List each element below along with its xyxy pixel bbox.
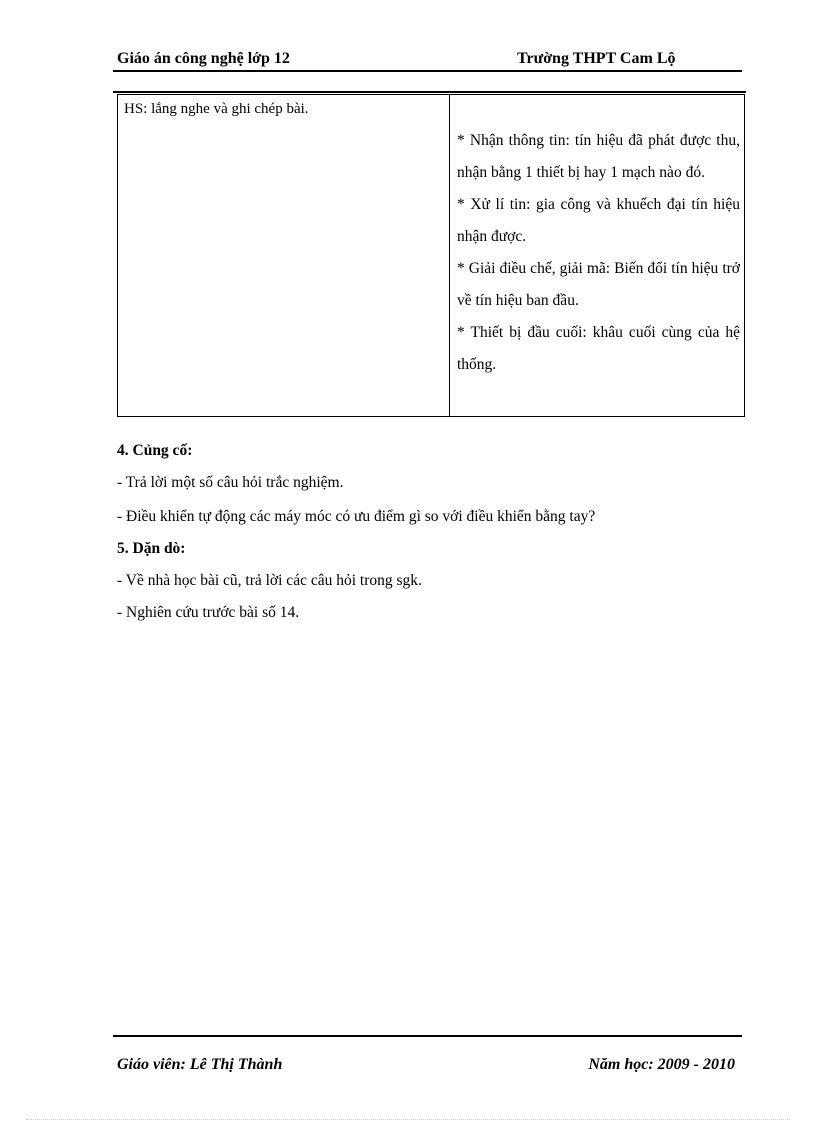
page-bottom-border bbox=[26, 1119, 790, 1120]
content-paragraph-process: * Xử lí tin: gia công và khuếch đại tín hiệu nhận được. bbox=[457, 196, 740, 245]
page-footer bbox=[117, 1056, 741, 1078]
header-rule bbox=[113, 70, 742, 72]
lesson-table bbox=[117, 94, 745, 417]
consolidation-item: - Điều khiển tự động các máy móc có ưu điểm gì so với điều khiển bằng tay? bbox=[117, 508, 596, 525]
consolidation-heading: 4. Củng cố: bbox=[117, 442, 193, 459]
homework-heading: 5. Dặn dò: bbox=[117, 540, 186, 557]
student-activity-column bbox=[118, 95, 450, 416]
student-activity-text: HS: lắng nghe và ghi chép bài. bbox=[124, 101, 309, 117]
content-paragraph-receive: * Nhận thông tin: tín hiệu đã phát được thu, nhận bằng 1 thiết bị hay 1 mạch nào đó. bbox=[457, 132, 740, 181]
footer-teacher: Giáo viên: Lê Thị Thành bbox=[117, 1056, 283, 1073]
homework-item: - Về nhà học bài cũ, trả lời các câu hỏi trong sgk. bbox=[117, 572, 422, 589]
header-school: Trường THPT Cam Lộ bbox=[517, 50, 676, 67]
homework-item: - Nghiên cứu trước bài số 14. bbox=[117, 604, 300, 621]
table-top-rule bbox=[113, 91, 746, 93]
content-column bbox=[450, 95, 744, 416]
content-paragraph-demodulate: * Giải điều chế, giải mã: Biến đổi tín hiệu trở về tín hiệu ban đầu. bbox=[457, 260, 740, 309]
footer-rule bbox=[113, 1035, 742, 1037]
footer-school-year: Năm học: 2009 - 2010 bbox=[588, 1056, 735, 1073]
content-paragraphs bbox=[457, 125, 740, 381]
content-paragraph-terminal: * Thiết bị đầu cuối: khâu cuối cùng của hệ thống. bbox=[457, 324, 740, 373]
consolidation-item: - Trả lời một số câu hỏi trắc nghiệm. bbox=[117, 474, 344, 491]
header-subject: Giáo án công nghệ lớp 12 bbox=[117, 50, 290, 67]
page-header bbox=[117, 50, 741, 72]
